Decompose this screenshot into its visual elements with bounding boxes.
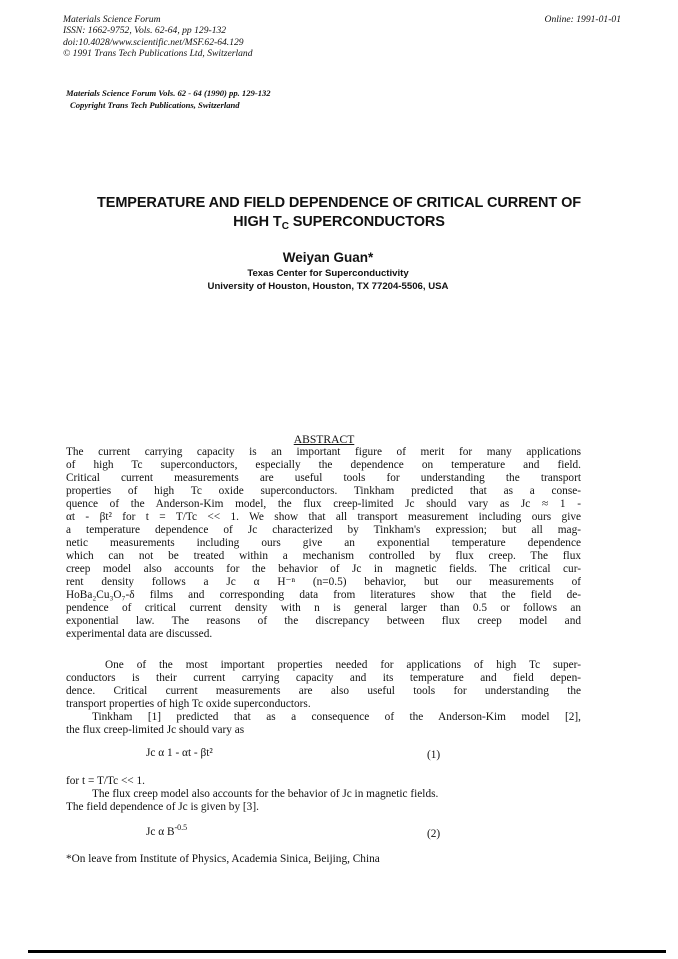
body-line: The field dependence of Jc is given by [3]. bbox=[66, 801, 259, 813]
abstract-line: creep model also accounts for the behavior of Jc in magnetic fields. The critical cur- bbox=[66, 563, 581, 575]
abstract-line: of high Tc superconductors, especially the dependence on temperature and field. bbox=[66, 459, 581, 471]
abstract-line: experimental data are discussed. bbox=[66, 628, 213, 640]
body-line: transport properties of high Tc oxide superconductors. bbox=[66, 698, 311, 710]
equation-1: Jc α 1 - αt - βt² bbox=[146, 747, 213, 759]
abstract-line: exponential law. The reasons of the discrepancy between flux creep model and bbox=[66, 615, 581, 627]
title-subscript: C bbox=[281, 220, 289, 232]
abstract-line: Critical current measurements are useful tools for understanding the transport bbox=[66, 472, 581, 484]
online-date: Online: 1991-01-01 bbox=[544, 14, 621, 25]
journal-name: Materials Science Forum bbox=[63, 14, 161, 25]
page-bottom-rule bbox=[28, 950, 666, 953]
abstract-line: which can not be treated within a mechanism controlled by flux creep. The flux bbox=[66, 550, 581, 562]
body-line: Tinkham [1] predicted that as a consequence of the Anderson-Kim model [2], bbox=[92, 711, 581, 723]
equation-2-number: (2) bbox=[427, 828, 441, 840]
abstract-line: netic measurements including ours give an exponential temperature dependence bbox=[66, 537, 581, 549]
citation-line-1: Materials Science Forum Vols. 62 - 64 (1990) pp. 129-132 bbox=[66, 88, 271, 98]
author-name: Weiyan Guan* bbox=[282, 250, 374, 265]
equation-2 bbox=[146, 823, 188, 838]
abstract-line: properties of high Tc oxide superconductors. Tinkham predicted that as a conse- bbox=[66, 485, 581, 497]
abstract-line: HoBa₂Cu₃O₇-δ films and corresponding data from literatures show that the field de- bbox=[66, 589, 581, 601]
body-line: conductors is their current carrying capacity and its temperature and field depen- bbox=[66, 672, 581, 684]
abstract-line: rent density follows a Jc α H⁻ⁿ (n=0.5) behavior, but our measurements of bbox=[66, 576, 581, 588]
affiliation bbox=[0, 267, 656, 293]
body-line: The flux creep model also accounts for the behavior of Jc in magnetic fields. bbox=[92, 788, 439, 800]
body-line: the flux creep-limited Jc should vary as bbox=[66, 724, 245, 736]
citation-line-2: Copyright Trans Tech Publications, Switzerland bbox=[70, 99, 240, 110]
equation-1-number: (1) bbox=[427, 749, 441, 761]
equation-2-exponent: -0.5 bbox=[174, 823, 188, 832]
abstract-line: The current carrying capacity is an important figure of merit for many applications bbox=[66, 446, 581, 458]
paper-title bbox=[40, 194, 638, 236]
abstract-line: αt - βt² for t = T/Tc << 1. We show that all transport measurement including ours give bbox=[66, 511, 581, 523]
citation-block bbox=[66, 88, 271, 111]
journal-issn: ISSN: 1662-9752, Vols. 62-64, pp 129-132 bbox=[63, 25, 227, 37]
affiliation-line-2: University of Houston, Houston, TX 77204-5506, USA bbox=[207, 281, 449, 292]
journal-doi: doi:10.4028/www.scientific.net/MSF.62-64.129 bbox=[63, 36, 244, 48]
journal-metadata bbox=[63, 14, 253, 60]
equation-2-base: Jc α B bbox=[146, 826, 175, 838]
body-line: for t = T/Tc << 1. bbox=[66, 775, 145, 787]
body-line: dence. Critical current measurements are also useful tools for understanding the bbox=[66, 685, 581, 697]
abstract-line: a temperature dependence of Jc characterized by Tinkham's expression; but all mag- bbox=[66, 524, 581, 536]
title-line-1: TEMPERATURE AND FIELD DEPENDENCE OF CRITICAL CURRENT OF bbox=[96, 195, 582, 211]
abstract-heading: ABSTRACT bbox=[293, 433, 355, 446]
footnote: *On leave from Institute of Physics, Academia Sinica, Beijing, China bbox=[66, 853, 380, 865]
journal-copyright: © 1991 Trans Tech Publications Ltd, Switzerland bbox=[63, 48, 253, 60]
affiliation-line-1: Texas Center for Superconductivity bbox=[247, 268, 409, 279]
abstract-line: quence of the Anderson-Kim model, the flux creep-limited Jc should vary as Jc ≈ 1 - bbox=[66, 498, 581, 510]
abstract-line: pendence of critical current density with n is general larger than 0.5 or follows an bbox=[66, 602, 581, 614]
title-line-2: HIGH $T_C$ SUPERCONDUCTORS bbox=[233, 213, 445, 232]
body-line: One of the most important properties needed for applications of high Tc super- bbox=[105, 659, 581, 671]
